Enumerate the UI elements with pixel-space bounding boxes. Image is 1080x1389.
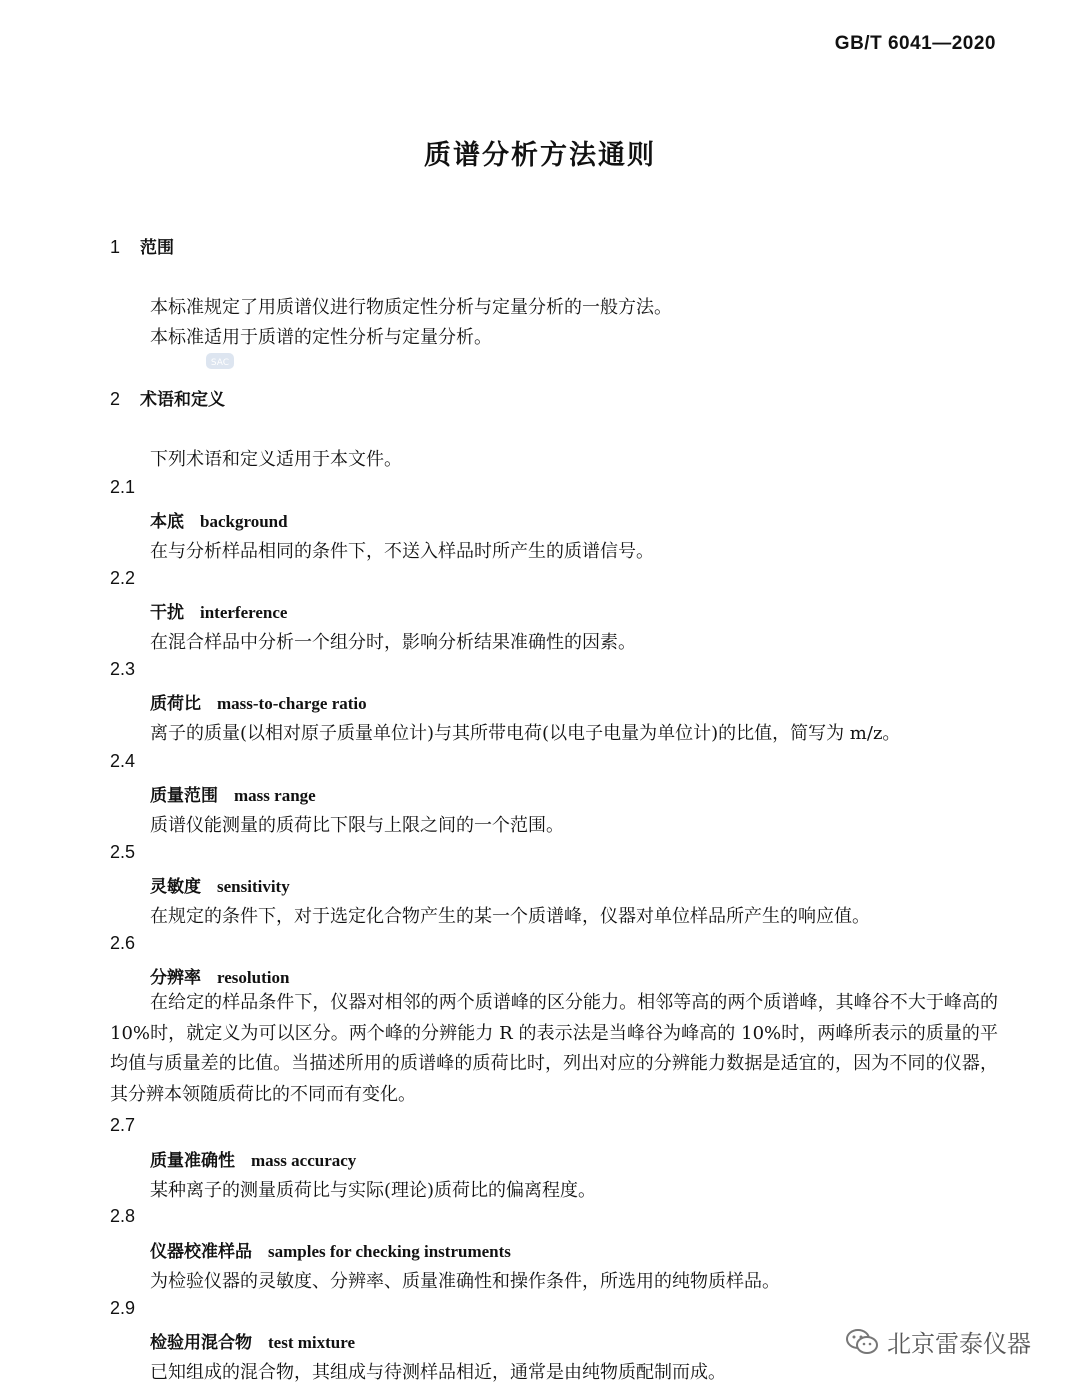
term-zh: 干扰 <box>150 603 184 623</box>
term-zh: 质荷比 <box>150 694 201 714</box>
term-number: 2.1 <box>110 477 136 497</box>
term-number: 2.3 <box>110 659 136 679</box>
term-en: test mixture <box>268 1333 356 1352</box>
term-en: samples for checking instruments <box>268 1242 511 1261</box>
document-title: 质谱分析方法通则 <box>424 140 656 171</box>
sac-watermark-logo <box>205 351 235 371</box>
term-en: mass-to-charge ratio <box>217 694 367 713</box>
paragraph: 本标准规定了用质谱仪进行物质定性分析与定量分析的一般方法。 <box>150 297 672 318</box>
term-definition: 某种离子的测量质荷比与实际(理论)质荷比的偏离程度。 <box>150 1180 597 1201</box>
term-definition: 在给定的样品条件下，仪器对相邻的两个质谱峰的区分能力。相邻等高的两个质谱峰，其峰谷不大于峰高的 10%时，就定义为可以区分。两个峰的分辨能力 R 的表示法是当峰谷为峰高的 10%时，两峰所表示的质量的平均值与质量差的比值。当描述所用的质谱峰的质荷比时，列出对应的分辨能力数据是适宜的，因为不同的仪器，其分辨本领随质荷比的不同而有变化。 <box>110 992 998 1105</box>
term-number: 2.5 <box>110 842 136 862</box>
term-number: 2.4 <box>110 751 136 771</box>
term-heading <box>150 963 289 988</box>
term-number: 2.7 <box>110 1115 136 1135</box>
wechat-account-name: 北京雷泰仪器 <box>887 1330 1031 1358</box>
term-definition: 为检验仪器的灵敏度、分辨率、质量准确性和操作条件，所选用的纯物质样品。 <box>150 1271 780 1292</box>
term-number: 2.2 <box>110 568 136 588</box>
term-zh: 灵敏度 <box>150 877 201 897</box>
wechat-icon <box>845 1327 879 1357</box>
section-intro: 下列术语和定义适用于本文件。 <box>150 449 402 470</box>
term-heading <box>150 598 287 623</box>
wechat-watermark <box>845 1324 1031 1359</box>
term-number: 2.8 <box>110 1206 136 1226</box>
standard-number: GB/T 6041—2020 <box>834 33 996 54</box>
term-heading <box>150 1328 355 1353</box>
term-zh: 本底 <box>150 512 184 532</box>
section-number: 2 <box>110 389 121 409</box>
term-heading <box>150 872 290 897</box>
term-heading <box>150 507 288 532</box>
term-definition: 在与分析样品相同的条件下，不送入样品时所产生的质谱信号。 <box>150 541 654 562</box>
term-en: mass range <box>234 786 316 805</box>
term-number: 2.9 <box>110 1298 136 1318</box>
section-2-heading <box>110 385 225 410</box>
term-zh: 质量范围 <box>150 786 218 806</box>
section-number: 1 <box>110 237 121 257</box>
term-number: 2.6 <box>110 933 136 953</box>
term-definition: 在混合样品中分析一个组分时，影响分析结果准确性的因素。 <box>150 632 636 653</box>
term-definition: 已知组成的混合物，其组成与待测样品相近，通常是由纯物质配制而成。 <box>150 1362 726 1383</box>
paragraph: 本标准适用于质谱的定性分析与定量分析。 <box>150 327 492 348</box>
term-en: mass accuracy <box>251 1151 357 1170</box>
term-heading <box>150 689 367 714</box>
term-heading <box>150 1237 511 1262</box>
term-en: sensitivity <box>217 877 290 896</box>
term-definition: 在规定的条件下，对于选定化合物产生的某一个质谱峰，仪器对单位样品所产生的响应值。 <box>150 906 870 927</box>
term-heading <box>150 781 316 806</box>
section-title: 范围 <box>140 238 174 258</box>
term-en: background <box>200 512 288 531</box>
section-1-heading <box>110 233 174 258</box>
term-definition: 离子的质量(以相对原子质量单位计)与其所带电荷(以电子电量为单位计)的比值，简写为 m/z。 <box>150 723 901 744</box>
term-zh: 分辨率 <box>150 968 201 988</box>
term-en: interference <box>200 603 288 622</box>
section-title: 术语和定义 <box>140 390 225 410</box>
term-zh: 检验用混合物 <box>150 1333 252 1353</box>
svg-text:SAC: SAC <box>210 358 230 368</box>
term-zh: 仪器校准样品 <box>150 1242 252 1262</box>
term-en: resolution <box>217 968 290 987</box>
term-definition: 质谱仪能测量的质荷比下限与上限之间的一个范围。 <box>150 815 564 836</box>
term-zh: 质量准确性 <box>150 1151 235 1171</box>
term-heading <box>150 1146 356 1171</box>
